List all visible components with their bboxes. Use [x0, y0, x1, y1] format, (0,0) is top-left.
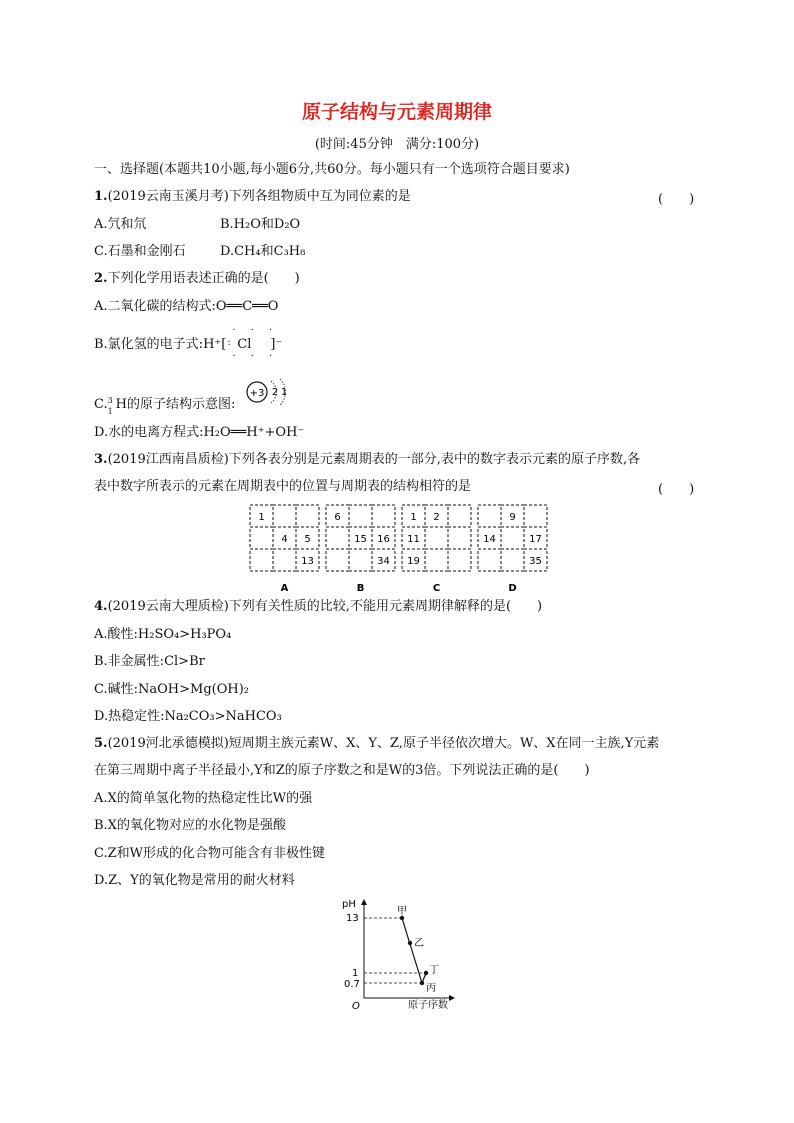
question-5 — [94, 735, 659, 753]
option-c — [94, 396, 235, 414]
question-stem: (2019河北承德模拟)短周期主族元素W、X、Y、Z,原子半径依次增大。W、X在同一主族,Y元素 — [107, 736, 660, 751]
question-1 — [94, 188, 411, 206]
label-yi: 乙 — [414, 938, 424, 949]
table-cell — [425, 527, 448, 549]
table-cell — [326, 527, 349, 549]
question-3 — [94, 451, 640, 469]
question-5-line2: 在第三周期中离子半径最小,Y和Z的原子序数之和是W的3倍。下列说法正确的是( ) — [94, 763, 590, 778]
question-stem: (2019云南大理质检)下列有关性质的比较,不能用元素周期律解释的是( ) — [107, 599, 543, 614]
page-subtitle: (时间:45分钟 满分:100分) — [314, 137, 480, 152]
table-cell — [448, 505, 471, 527]
point-bing — [420, 981, 424, 985]
y-axis-label: pH — [342, 899, 356, 910]
table-cell — [501, 549, 524, 571]
option-b: B.X的氧化物对应的水化物是强酸 — [94, 818, 286, 833]
question-stem: (2019云南玉溪月考)下列各组物质中互为同位素的是 — [107, 189, 411, 204]
atomic-number-cell: 13 — [301, 556, 314, 567]
option-c: C.碱性:NaOH>Mg(OH)₂ — [94, 682, 249, 697]
point-ding — [424, 971, 428, 975]
question-number: 2. — [94, 271, 108, 286]
option-d: D.热稳定性:Na₂CO₃>NaHCO₃ — [94, 709, 282, 724]
question-number: 4. — [94, 599, 108, 614]
table-cell — [524, 505, 547, 527]
atomic-number-cell: 17 — [529, 534, 542, 545]
table-cell — [448, 549, 471, 571]
table-fragment-a — [248, 503, 320, 595]
table-cell — [349, 549, 372, 571]
table-cell — [501, 527, 524, 549]
question-2 — [94, 270, 300, 288]
periodic-table-fragments — [248, 503, 548, 598]
question-stem: 下列化学用语表述正确的是( ) — [107, 271, 300, 286]
atomic-number-cell: 11 — [407, 534, 420, 545]
option-d: D.Z、Y的氧化物是常用的耐火材料 — [94, 873, 295, 888]
option-c-text: H的原子结构示意图: — [115, 397, 236, 412]
option-c: C.Z和W形成的化合物可能含有非极性键 — [94, 846, 326, 861]
table-cell — [349, 505, 372, 527]
table-cell — [273, 505, 296, 527]
atomic-number-cell: 35 — [529, 556, 542, 567]
chlorine-electron-dot: · · · : Cl · · · — [227, 325, 279, 362]
atomic-number-cell: 1 — [258, 512, 265, 523]
table-label: D — [508, 583, 517, 594]
option-c: C.石墨和金刚石 — [94, 244, 186, 259]
mass-number: 3 — [107, 395, 113, 405]
question-number: 5. — [94, 736, 108, 751]
section-heading: 一、选择题(本题共10小题,每小题6分,共60分。每小题只有一个选项符合题目要求) — [94, 162, 570, 177]
table-cell — [250, 549, 273, 571]
question-3-line2: 表中数字所表示的元素在周期表中的位置与周期表的结构相符的是 — [94, 479, 472, 494]
table-cell — [448, 527, 471, 549]
option-d: D.水的电离方程式:H₂O══H⁺+OH⁻ — [94, 425, 305, 440]
table-fragment-b — [324, 503, 396, 595]
tick-0.7: 0.7 — [344, 979, 360, 990]
answer-paren: ( ) — [658, 192, 695, 207]
x-axis-label: 原子序数 — [408, 1000, 448, 1011]
atomic-number-cell: 2 — [433, 512, 440, 523]
table-label: C — [432, 583, 441, 594]
table-label: B — [356, 583, 365, 594]
table-cell — [250, 527, 273, 549]
question-4 — [94, 598, 542, 616]
atomic-number-cell: 19 — [407, 556, 420, 567]
chlorine-symbol: Cl — [237, 337, 252, 352]
table-cell — [326, 549, 349, 571]
table-cell — [425, 549, 448, 571]
atomic-number-cell: 6 — [334, 512, 341, 523]
table-cell — [478, 505, 501, 527]
nucleus-charge: +3 — [249, 388, 265, 399]
question-number: 1. — [94, 189, 108, 204]
shell-1-count: 2 — [271, 387, 279, 398]
atomic-number-cell: 34 — [377, 556, 390, 567]
table-cell — [296, 505, 319, 527]
origin-label: O — [352, 1001, 360, 1012]
atomic-number: 1 — [107, 406, 113, 416]
atomic-number-cell: 5 — [304, 534, 311, 545]
option-b-prefix: B.氯化氢的电子式:H⁺[ — [94, 337, 227, 352]
atomic-number-cell: 16 — [377, 534, 390, 545]
question-stem: (2019江西南昌质检)下列各表分别是元素周期表的一部分,表中的数字表示元素的原子序数,各 — [107, 452, 641, 467]
table-fragment-c — [400, 503, 472, 595]
option-a: A.酸性:H₂SO₄>H₃PO₄ — [94, 627, 232, 642]
atomic-number-cell: 4 — [281, 534, 288, 545]
option-b-suffix: ]⁻ — [270, 337, 283, 352]
option-a: A.X的简单氢化物的热稳定性比W的强 — [94, 791, 313, 806]
question-number: 3. — [94, 452, 108, 467]
label-jia: 甲 — [397, 906, 407, 917]
table-label: A — [280, 583, 289, 594]
atomic-number-cell: 1 — [410, 512, 417, 523]
atomic-number-cell: 9 — [509, 512, 516, 523]
point-yi — [408, 941, 412, 945]
answer-paren: ( ) — [658, 482, 695, 497]
option-b: B.H₂O和D₂O — [220, 217, 301, 232]
atomic-number-cell: 15 — [354, 534, 367, 545]
label-ding: 丁 — [429, 965, 439, 976]
atomic-structure-diagram — [244, 376, 294, 412]
shell-2-count: 1 — [280, 387, 288, 398]
table-cell — [478, 549, 501, 571]
option-b: B.非金属性:Cl>Br — [94, 654, 205, 669]
option-a: A.氕和氘 — [94, 217, 147, 232]
tick-1: 1 — [352, 968, 359, 979]
atomic-number-cell: 14 — [483, 534, 496, 545]
option-c-prefix: C. — [94, 397, 108, 412]
table-cell — [372, 505, 395, 527]
label-bing: 丙 — [426, 983, 436, 994]
table-fragment-d — [476, 503, 548, 595]
option-b — [94, 325, 283, 362]
page-title: 原子结构与元素周期律 — [301, 101, 492, 123]
option-d: D.CH₄和C₃H₈ — [220, 244, 306, 259]
table-cell — [273, 549, 296, 571]
option-a: A.二氧化碳的结构式:O══C══O — [94, 299, 279, 314]
tick-13: 13 — [346, 913, 359, 924]
ph-graph — [330, 894, 460, 1014]
